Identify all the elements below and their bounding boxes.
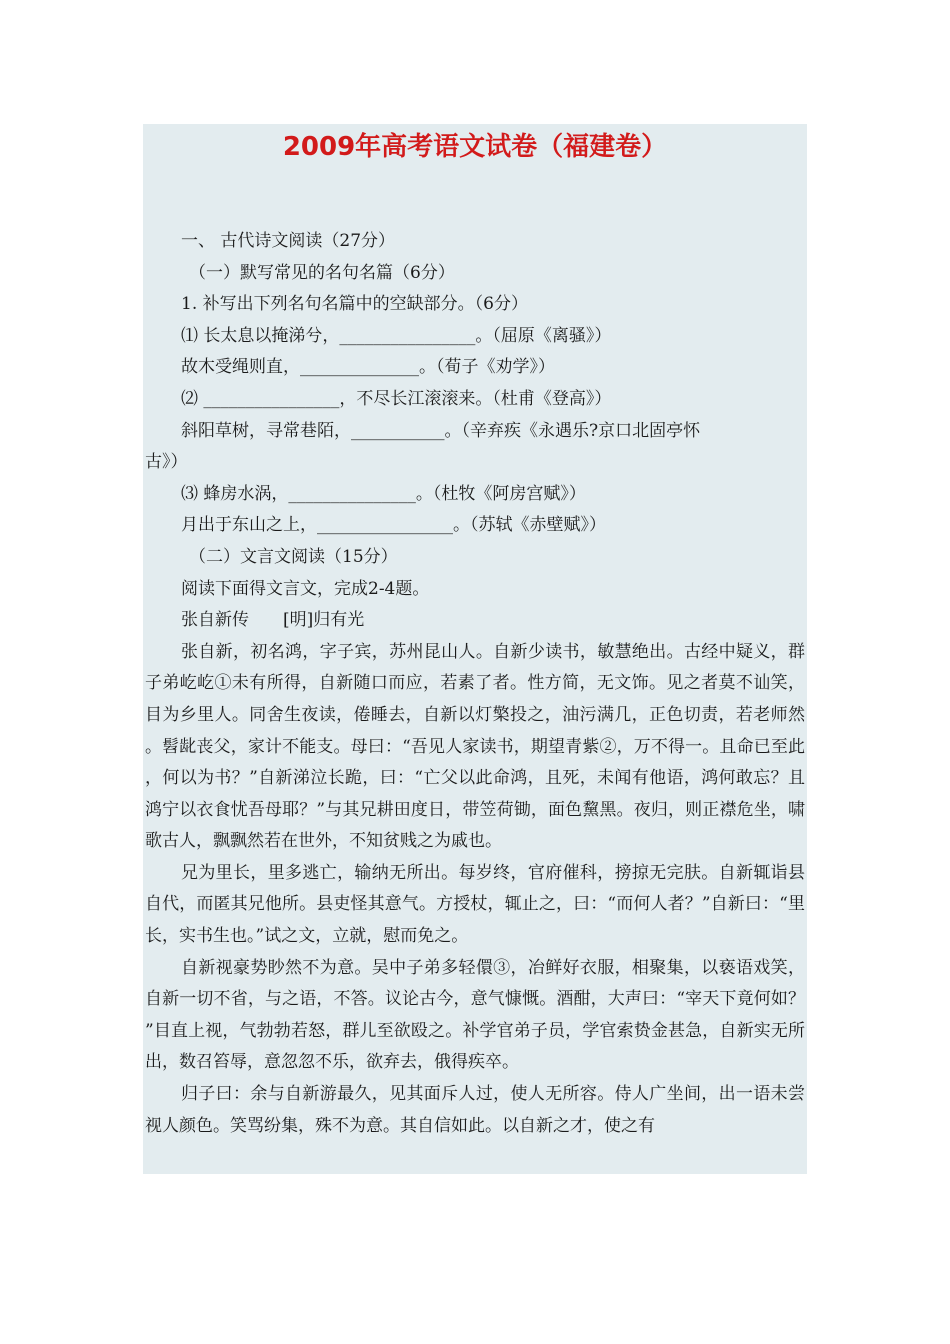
- passage-title: 张自新传 [明]归有光: [181, 610, 365, 631]
- question-1-item-1a: ⑴ 长太息以掩涕兮，________________。（屈原《离骚》）: [181, 325, 612, 346]
- passage-paragraph-1: 张自新，初名鸿，字子宾，苏州昆山人。自新少读书，敏慧绝出。古经中疑义，群子弟屹屹①未有所得，自新随口而应，若素了者。性方简，无文饰。见之者莫不讪笑，目为乡里人。同舍生夜读，倦睡去，自新以灯檠投之，油污满几，正色切责，若老师然。髫龀丧父，家计不能支。母曰：“吾见人家读书，期望青紫②，万不得一。且命已至此，何以为书？”自新涕泣长跪，曰：“亡父以此命鸿，且死，未闻有他语，鸿何敢忘？且鸿宁以衣食忧吾母耶？”与其兄耕田度日，带笠荷锄，面色黧黑。夜归，则正襟危坐，啸歌古人，飘飘然若在世外，不知贫贱之为戚也。: [145, 641, 805, 852]
- question-1-item-3a: ⑶ 蜂房水涡，_______________。（杜牧《阿房宫赋》）: [181, 483, 586, 504]
- section-heading-ancient-poetry: 一、 古代诗文阅读（27分）: [181, 231, 396, 251]
- page-title: 2009年高考语文试卷（福建卷）: [282, 132, 668, 162]
- subsection-heading-classical-reading: （二）文言文阅读（15分）: [189, 546, 398, 567]
- question-1-item-2b: 斜阳草树，寻常巷陌，___________。（辛弃疾《永遇乐?京口北固亭怀: [181, 420, 701, 441]
- subsection-heading-dictation: （一）默写常见的名句名篇（6分）: [189, 262, 455, 283]
- question-1-item-2b-continued: 古》）: [145, 452, 188, 473]
- passage-paragraph-3: 自新视豪势眇然不为意。吴中子弟多轻儇③，冶鲜好衣服，相聚集，以亵语戏笑，自新一切不省，与之语，不答。议论古今，意气慷慨。酒酣，大声曰：“宰天下竟何如？”目直上视，气勃勃若怒，群儿至欲殴之。补学官弟子员，学官索贽金甚急，自新实无所出，数召笞辱，意忽忽不乐，欲弃去，俄得疾卒。: [145, 957, 805, 1073]
- question-1-item-3b: 月出于东山之上，________________。（苏轼《赤壁赋》）: [181, 515, 606, 536]
- document-page: [143, 124, 807, 1174]
- question-1-item-1b: 故木受绳则直，______________。（荀子《劝学》）: [181, 357, 555, 378]
- document-body: [145, 226, 805, 1142]
- passage-paragraph-2: 兄为里长，里多逃亡，输纳无所出。每岁终，官府催科，搒掠无完肤。自新辄诣县自代，而匿其兄他所。县吏怪其意气。方授杖，辄止之，曰：“而何人者？”自新曰：“里长，实书生也。”试之文，立就，慰而免之。: [145, 862, 805, 947]
- question-1-item-2a: ⑵ ________________，不尽长江滚滚来。（杜甫《登高》）: [181, 388, 612, 409]
- reading-instruction: 阅读下面得文言文，完成2-4题。: [181, 578, 430, 599]
- question-1-prompt: 1. 补写出下列名句名篇中的空缺部分。（6分）: [181, 294, 528, 315]
- passage-paragraph-4: 归子曰：余与自新游最久，见其面斥人过，使人无所容。侍人广坐间，出一语未尝视人颜色。笑骂纷集，殊不为意。其自信如此。以自新之才，使之有: [145, 1084, 805, 1136]
